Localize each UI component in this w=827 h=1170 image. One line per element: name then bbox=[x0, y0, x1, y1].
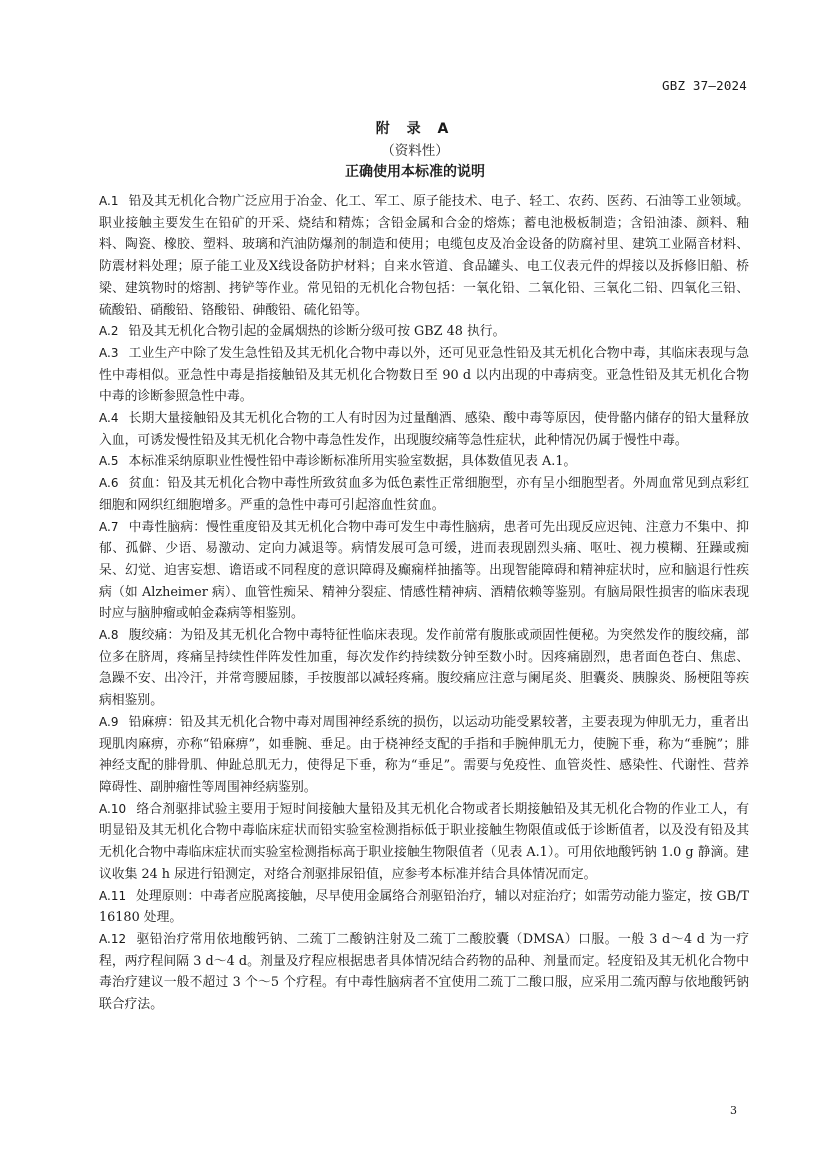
paragraph-a4 bbox=[99, 408, 749, 451]
clause-number: A.8 bbox=[99, 628, 119, 643]
paragraph-a6 bbox=[99, 473, 749, 516]
clause-number: A.5 bbox=[99, 454, 119, 469]
clause-text: 铅及其无机化合物广泛应用于冶金、化工、军工、原子能技术、电子、轻工、农药、医药、石油等工业领域。职业接触主要发生在铅矿的开采、烧结和精炼；含铅金属和合金的熔炼；蓄电池极板制造；含铅油漆、颜料、釉料、陶瓷、橡胶、塑料、玻璃和汽油防爆剂的制造和使用；电缆包皮及冶金设备的防腐衬里、建筑工业隔音材料、防震材料处理；原子能工业及X线设备防护材料；自来水管道、食品罐头、电工仪表元件的焊接以及拆修旧船、桥梁、建筑物时的熔割、拷铲等作业。常见铅的无机化合物包括：一氧化铅、二氧化铅、三氧化二铅、四氧化三铅、硫酸铅、硝酸铅、铬酸铅、砷酸铅、硫化铅等。 bbox=[99, 194, 749, 318]
paragraph-a8 bbox=[99, 625, 749, 712]
clause-text: 腹绞痛：为铅及其无机化合物中毒特征性临床表现。发作前常有腹胀或顽固性便秘。为突然发作的腹绞痛，部位多在脐周，疼痛呈持续性伴阵发性加重，每次发作约持续数分钟至数小时。因疼痛剧烈，患者面色苍白、焦虑、急躁不安、出冷汗，并常弯腰屈膝，手按腹部以减轻疼痛。腹绞痛应注意与阑尾炎、胆囊炎、胰腺炎、肠梗阻等疾病相鉴别。 bbox=[99, 628, 749, 709]
clause-number: A.9 bbox=[99, 714, 119, 729]
clause-text: 铅麻痹：铅及其无机化合物中毒对周围神经系统的损伤，以运动功能受累较著，主要表现为伸肌无力，重者出现肌肉麻痹，亦称“铅麻痹”，如垂腕、垂足。由于桡神经支配的手指和手腕伸肌无力，使腕下垂，称为“垂腕”；腓神经支配的腓骨肌、伸趾总肌无力，使得足下垂，称为“垂足”。需要与免疫性、血管炎性、感染性、代谢性、营养障碍性、副肿瘤性等周围神经病鉴别。 bbox=[99, 714, 749, 795]
clause-number: A.2 bbox=[99, 324, 119, 339]
clause-number: A.12 bbox=[99, 931, 127, 946]
appendix-title: 附 录 A bbox=[375, 121, 455, 137]
clause-text: 驱铅治疗常用依地酸钙钠、二巯丁二酸钠注射及二巯丁二酸胶囊（DMSA）口服。一般 3 d～4 d 为一疗程，两疗程间隔 3 d～4 d。剂量及疗程应根据患者具体情况结合药物的品种、剂量而定。轻度铅及其无机化合物中毒治疗建议一般不超过 3 个～5 个疗程。有中毒性脑病者不宜使用二巯丁二酸口服，应采用二巯丙醇与依地酸钙钠联合疗法。 bbox=[99, 931, 749, 1013]
paragraph-a7 bbox=[99, 517, 749, 626]
paragraph-a10 bbox=[99, 799, 749, 886]
clause-text: 工业生产中除了发生急性铅及其无机化合物中毒以外，还可见亚急性铅及其无机化合物中毒，其临床表现与急性中毒相似。亚急性中毒是指接触铅及其无机化合物数日至 90 d 以内出现的中毒病变。亚急性铅及其无机化合物中毒的诊断参照急性中毒。 bbox=[99, 345, 749, 405]
clause-number: A.10 bbox=[99, 801, 127, 816]
paragraph-a9 bbox=[99, 712, 749, 799]
clause-number: A.7 bbox=[99, 519, 119, 534]
standard-code: GBZ 37—2024 bbox=[662, 78, 747, 93]
clause-text: 络合剂驱排试验主要用于短时间接触大量铅及其无机化合物或者长期接触铅及其无机化合物的作业工人，有明显铅及其无机化合物中毒临床症状而铅实验室检测指标低于职业接触生物限值或低于诊断值者，以及没有铅及其无机化合物中毒临床症状而实验室检测指标高于职业接触生物限值者（见表 A.1）。可用依地酸钙钠 1.0 g 静滴。建议收集 24 h 尿进行铅测定，对络合剂驱排尿铅值，应参考本标准并结合具体情况而定。 bbox=[99, 801, 749, 882]
paragraph-a1 bbox=[99, 191, 749, 321]
appendix-nature: （资料性） bbox=[381, 143, 449, 159]
clause-text: 本标准采纳原职业性慢性铅中毒诊断标准所用实验室数据，具体数值见表 A.1。 bbox=[128, 454, 577, 470]
page-number: 3 bbox=[730, 1104, 737, 1117]
paragraph-a12 bbox=[99, 929, 749, 1016]
clause-number: A.6 bbox=[99, 476, 119, 491]
clause-number: A.1 bbox=[99, 194, 119, 208]
clause-text: 处理原则：中毒者应脱离接触，尽早使用金属络合剂驱铅治疗，辅以对症治疗；如需劳动能力鉴定，按 GB/T 16180 处理。 bbox=[99, 888, 749, 926]
clause-text: 贫血：铅及其无机化合物中毒性所致贫血多为低色素性正常细胞型，亦有呈小细胞型者。外周血常见到点彩红细胞和网织红细胞增多。严重的急性中毒可引起溶血性贫血。 bbox=[99, 476, 749, 513]
document-body bbox=[99, 191, 749, 1016]
paragraph-a5 bbox=[99, 451, 749, 473]
clause-text: 中毒性脑病：慢性重度铅及其无机化合物中毒可发生中毒性脑病，患者可先出现反应迟钝、注意力不集中、抑郁、孤僻、少语、易激动、定向力减退等。病情发展可急可缓，进而表现剧烈头痛、呕吐、视力模糊、狂躁或痴呆、幻觉、迫害妄想、谵语或不同程度的意识障碍及癫痫样抽搐等。出现智能障碍和精神症状时，应和脑退行性疾病（如 Alzheimer 病）、血管性痴呆、精神分裂症、情感性精神病、酒精依赖等鉴别。有脑局限性损害的临床表现时应与脑肿瘤或帕金森病等相鉴别。 bbox=[99, 519, 749, 622]
appendix-subtitle: 正确使用本标准的说明 bbox=[345, 164, 485, 180]
clause-number: A.4 bbox=[99, 411, 119, 426]
paragraph-a3 bbox=[99, 343, 749, 408]
clause-number: A.3 bbox=[99, 345, 119, 360]
paragraph-a2 bbox=[99, 321, 749, 343]
clause-text: 铅及其无机化合物引起的金属烟热的诊断分级可按 GBZ 48 执行。 bbox=[128, 324, 506, 340]
clause-text: 长期大量接触铅及其无机化合物的工人有时因为过量酗酒、感染、酸中毒等原因，使骨骼内储存的铅大量释放入血，可诱发慢性铅及其无机化合物中毒急性发作，出现腹绞痛等急性症状，此种情况仍属于慢性中毒。 bbox=[99, 411, 749, 448]
paragraph-a11 bbox=[99, 886, 749, 929]
clause-number: A.11 bbox=[99, 888, 127, 903]
